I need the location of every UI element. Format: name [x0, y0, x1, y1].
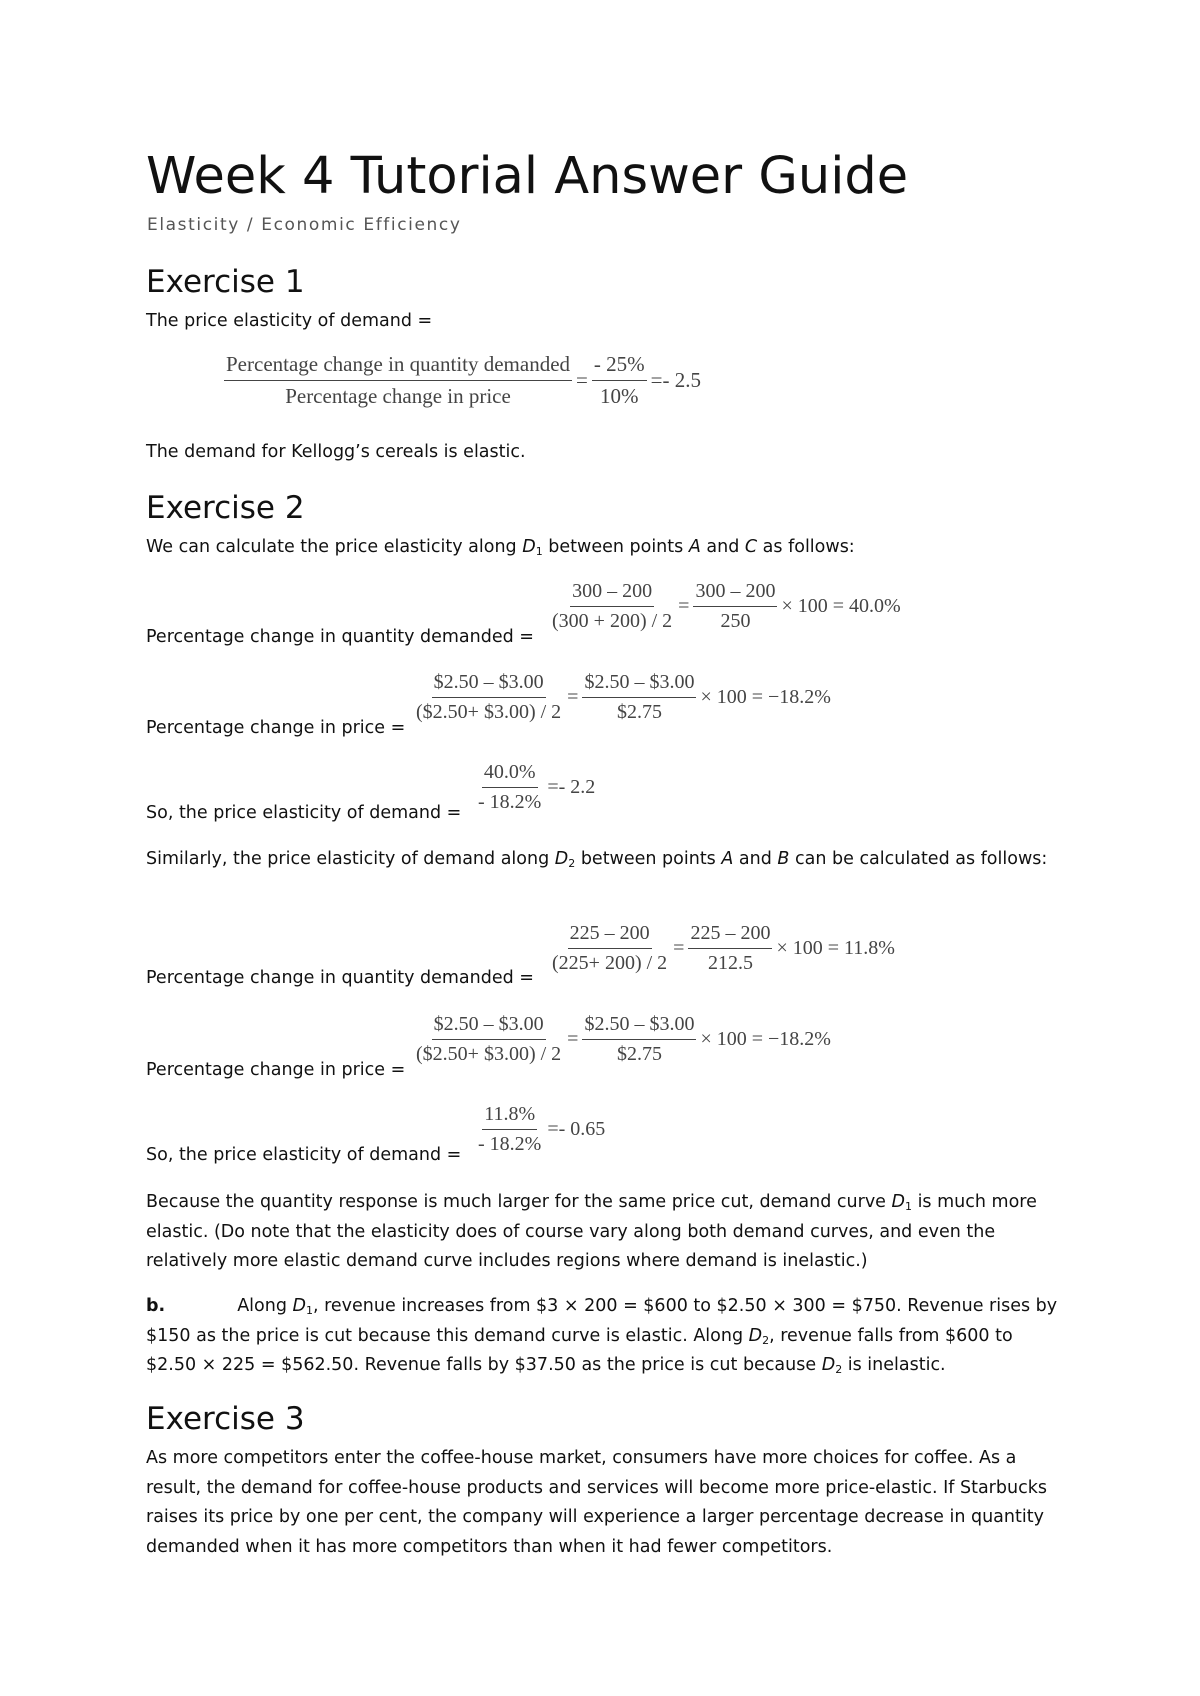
equation-quantity-change-2: $\frac{225 - 200}{(225+ 200) / 2}$ = $\frac{225 - 200}{212.5}$ × 100 = 11.8% — [552, 922, 895, 974]
label-quantity-change-1: Percentage change in quantity demanded = — [146, 627, 534, 647]
page-title: Week 4 Tutorial Answer Guide — [146, 147, 909, 206]
label-elasticity-2: So, the price elasticity of demand = — [146, 1145, 462, 1165]
exercise-1-heading: Exercise 1 — [146, 264, 305, 300]
exercise-2-intro: We can calculate the price elasticity along $D_1$ between points A and C as follows: — [146, 537, 855, 558]
fraction: $\frac{\text{Percentage change in quantity demanded}}{\text{Percentage change in price}}$ — [226, 352, 571, 408]
equation-price-change-1: $\frac{\$2.50 - \$3.00}{(\$2.50+ \$3.00) / 2}$ = $\frac{\$2.50 - \$3.00}{\$2.75}$ × 100 = −18.2% — [416, 671, 831, 723]
exercise-2-because: Because the quantity response is much larger for the same price cut, demand curve $D_1$ is much more elastic. (Do note that the elasticity does of course vary along both demand curves, and even the relatively more elastic demand curve includes regions where demand is inelastic.) — [146, 1192, 1037, 1271]
equation-elasticity-2: $\frac{11.8\%}{- 18.2\%}$ =- 0.65 — [478, 1103, 606, 1155]
fraction: $\frac{- 25\%}{10\%}$ — [593, 352, 645, 408]
exercise-1-intro: The price elasticity of demand = — [146, 311, 433, 331]
equation-quantity-change-1: $\frac{300 - 200}{(300 + 200) / 2}$ = $\frac{300 - 200}{250}$ × 100 = 40.0% — [552, 580, 901, 632]
exercise-1-equation: $\frac{\text{Percentage change in quantity demanded}}{\text{Percentage change in price}}$ = $\frac{- 25\%}{10\%}$ =- 2.5 — [226, 352, 701, 408]
page-subtitle: Elasticity / Economic Efficiency — [147, 215, 462, 235]
label-quantity-change-2: Percentage change in quantity demanded = — [146, 968, 534, 988]
label-price-change-1: Percentage change in price = — [146, 718, 406, 738]
exercise-1-conclusion: The demand for Kellogg’s cereals is elastic. — [146, 442, 526, 462]
label-price-change-2: Percentage change in price = — [146, 1060, 406, 1080]
equation-price-change-2: $\frac{\$2.50 - \$3.00}{(\$2.50+ \$3.00) / 2}$ = $\frac{\$2.50 - \$3.00}{\$2.75}$ × 100 = −18.2% — [416, 1013, 831, 1065]
exercise-2-part-b: b. Along $D_1$, revenue increases from $3 × 200 = $600 to $2.50 × 300 = $750. Revenue rises by $150 as the price is cut because this demand curve is elastic. Along $D_2$, revenue falls from $600 to $2.50 × 225 = $562.50. Revenue falls by $37.50 as the price is cut because $D_2$ is inelastic. — [146, 1296, 1058, 1376]
exercise-2-heading: Exercise 2 — [146, 490, 305, 526]
exercise-2-similarly: Similarly, the price elasticity of demand along $D_2$ between points A and B can be calculated as follows: — [146, 849, 1048, 870]
exercise-3-heading: Exercise 3 — [146, 1401, 305, 1437]
label-elasticity-1: So, the price elasticity of demand = — [146, 803, 462, 823]
equation-elasticity-1: $\frac{40.0\%}{- 18.2\%}$ =- 2.2 — [478, 761, 596, 813]
exercise-3-text: As more competitors enter the coffee-house market, consumers have more choices for coffee. As a result, the demand for coffee-house products and services will become more price-elastic. If Starbucks raises its price by one per cent, the company will experience a larger percentage decrease in quantity demanded when it has more competitors than when it had fewer competitors. — [146, 1448, 1047, 1557]
